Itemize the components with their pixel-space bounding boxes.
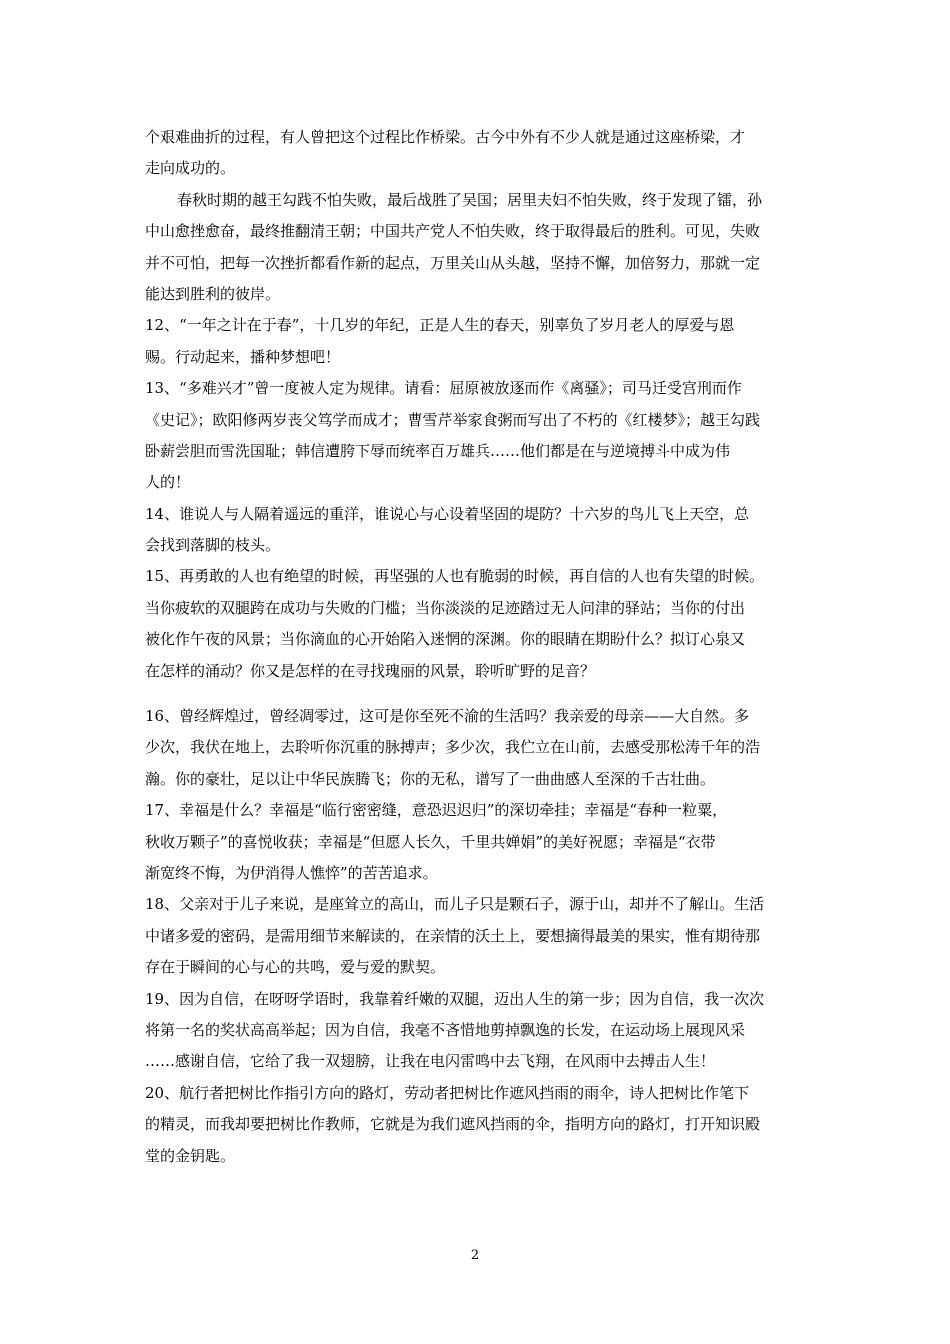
text-line: 将第一名的奖状高高举起；因为自信，我毫不吝惜地剪掉飘逸的长发，在运动场上展现风采 — [145, 1020, 746, 1039]
paragraph-start-line: 春秋时期的越王勾践不怕失败，最后战胜了吴国；居里夫妇不怕失败，终于发现了镭，孙 — [177, 190, 763, 209]
item-18-line: 18、父亲对于儿子来说，是座耸立的高山，而儿子只是颗石子，源于山，却并不了解山。生活 — [145, 895, 765, 914]
text-line: 卧薪尝胆而雪洗国耻；韩信遭胯下辱而统率百万雄兵……他们都是在与逆境搏斗中成为伟 — [145, 441, 731, 460]
item-13-line: 13、“多难兴才”曾一度被人定为规律。请看：屈原被放逐而作《离骚》；司马迁受宫刑而作 — [145, 379, 742, 398]
text-line: 走向成功的。 — [145, 159, 236, 178]
text-line: 中山愈挫愈奋，最终推翻清王朝；中国共产党人不怕失败，终于取得最后的胜利。可见，失败 — [145, 222, 761, 241]
text-line: 被化作午夜的风景；当你滴血的心开始陷入迷惘的深渊。你的眼睛在期盼什么？拟订心泉又 — [145, 630, 746, 649]
text-line: 瀚。你的豪壮，足以让中华民族腾飞；你的无私，谱写了一曲曲感人至深的千古壮曲。 — [145, 769, 716, 788]
text-line: 赐。行动起来，播种梦想吧！ — [145, 347, 341, 366]
item-12-line: 12、“一年之计在于春”，十几岁的年纪，正是人生的春天，别辜负了岁月老人的厚爱与恩 — [145, 316, 735, 335]
text-line: 能达到胜利的彼岸。 — [145, 284, 281, 303]
text-line: 在怎样的涌动？你又是怎样的在寻找瑰丽的风景，聆听旷野的足音？ — [145, 661, 596, 680]
text-line: 堂的金钥匙。 — [145, 1146, 236, 1165]
item-16-line: 16、曾经辉煌过，曾经凋零过，这可是你至死不渝的生活吗？我亲爱的母亲——大自然。多 — [145, 707, 750, 726]
item-19-line: 19、因为自信，在呀呀学语时，我靠着纤嫩的双腿，迈出人生的第一步；因为自信，我一次次 — [145, 989, 765, 1008]
item-15-line: 15、再勇敢的人也有绝望的时候，再坚强的人也有脆弱的时候，再自信的人也有失望的时候。 — [145, 567, 765, 586]
text-line: 人的！ — [145, 473, 191, 492]
text-line: 个艰难曲折的过程，有人曾把这个过程比作桥梁。古今中外有不少人就是通过这座桥梁，才 — [145, 128, 746, 146]
item-17-line: 17、幸福是什么？幸福是“临行密密缝，意恐迟迟归”的深切牵挂；幸福是“春种一粒粟， — [145, 801, 728, 820]
item-14-line: 14、谁说人与人隔着遥远的重洋，谁说心与心设着坚固的堤防？十六岁的鸟儿飞上天空，总 — [145, 504, 750, 523]
text-line: 存在于瞬间的心与心的共鸣，爱与爱的默契。 — [145, 958, 446, 977]
text-line: 会找到落脚的枝头。 — [145, 536, 281, 555]
page-number: 2 — [470, 1248, 480, 1263]
item-20-line: 20、航行者把树比作指引方向的路灯，劳动者把树比作遮风挡雨的雨伞，诗人把树比作笔下 — [145, 1083, 750, 1102]
text-line: 当你疲软的双腿跨在成功与失败的门槛；当你淡淡的足迹踏过无人问津的驿站；当你的付出 — [145, 598, 746, 617]
text-line: 秋收万颗子”的喜悦收获；幸福是“但愿人长久，千里共婵娟”的美好祝愿；幸福是“衣带 — [145, 832, 716, 851]
text-line: 中诸多爱的密码，是需用细节来解读的，在亲情的沃土上，要想摘得最美的果实，惟有期待那 — [145, 926, 761, 945]
text-line: 的精灵，而我却要把树比作教师，它就是为我们遮风挡雨的伞，指明方向的路灯，打开知识殿 — [145, 1115, 761, 1134]
document-body — [145, 122, 813, 1172]
text-line: 渐宽终不悔，为伊消得人憔悴”的苦苦追求。 — [145, 863, 438, 882]
text-line: 《史记》；欧阳修两岁丧父笃学而成才；曹雪芹举家食粥而写出了不朽的《红楼梦》；越王勾践 — [145, 410, 761, 429]
text-line: 少次，我伏在地上，去聆听你沉重的脉搏声；多少次，我伫立在山前，去感受那松涛千年的浩 — [145, 738, 761, 757]
text-line: 并不可怕，把每一次挫折都看作新的起点，万里关山从头越，坚持不懈，加倍努力，那就一定 — [145, 253, 761, 272]
text-line: ……感谢自信，它给了我一双翅膀，让我在电闪雷鸣中去飞翔，在风雨中去搏击人生！ — [145, 1052, 716, 1071]
